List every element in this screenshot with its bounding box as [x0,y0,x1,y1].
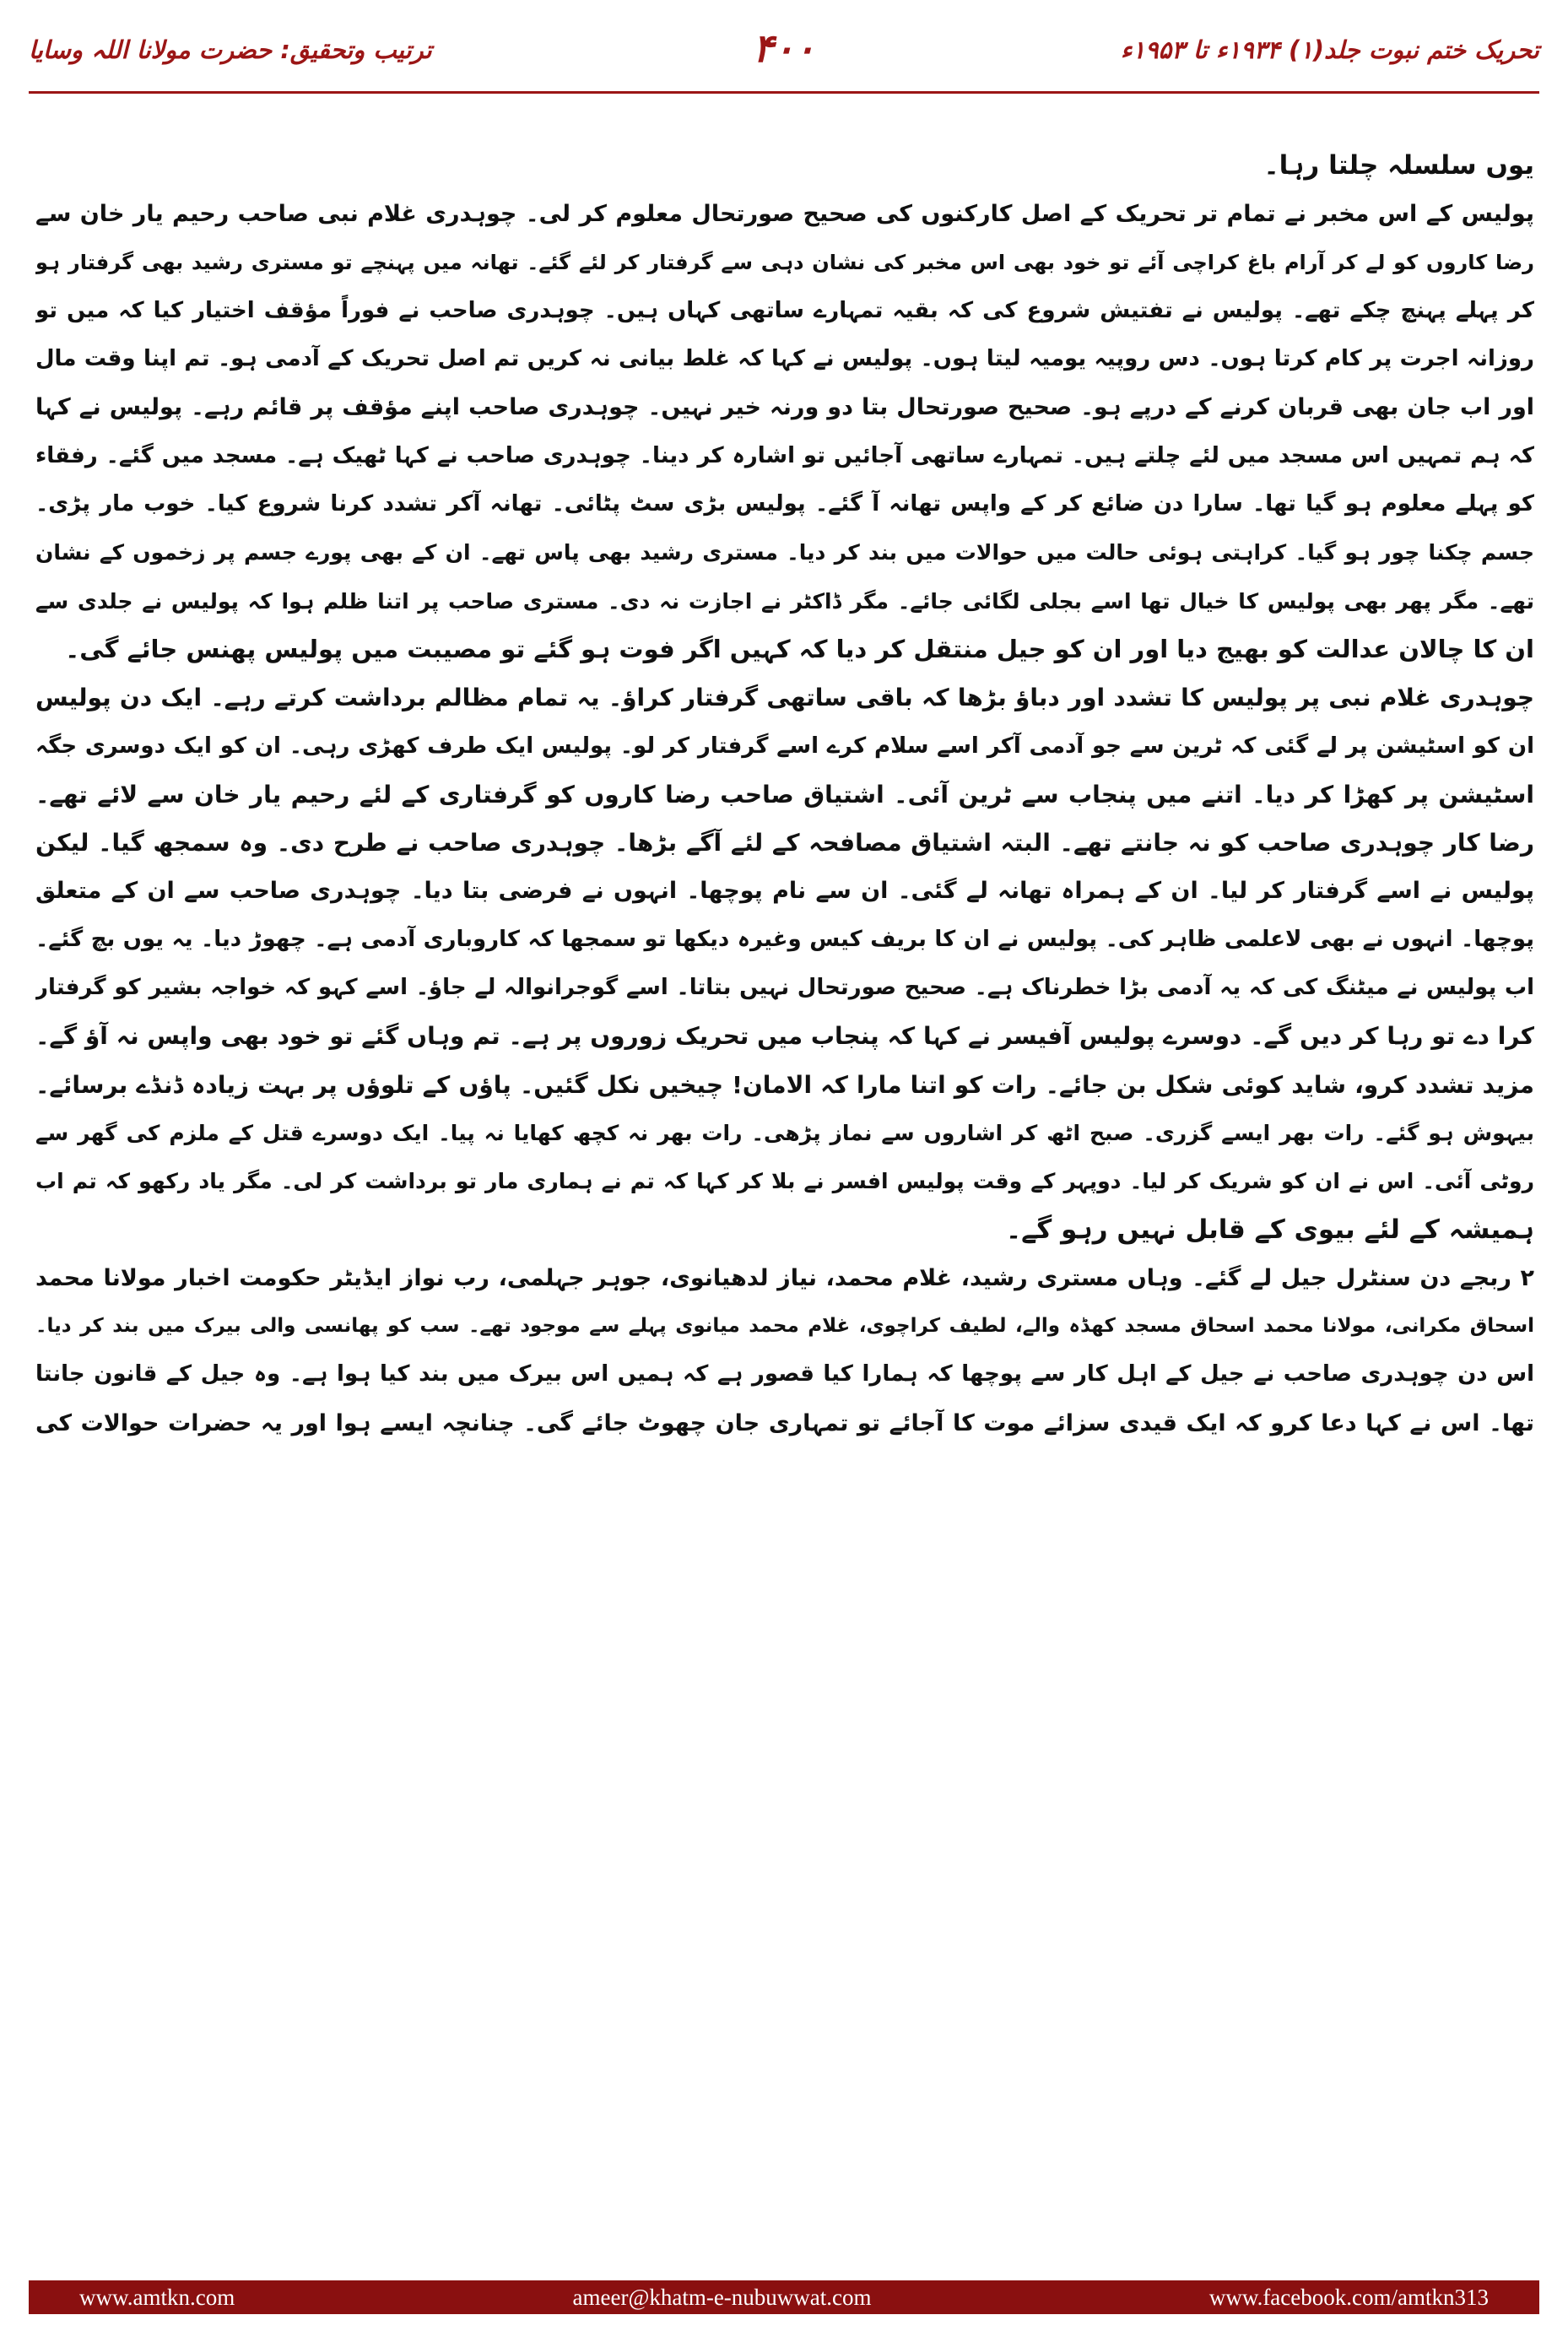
text-line: اسحاق مکرانی، مولانا محمد اسحاق مسجد کھڈہ والے، لطیف کراچوی، غلام محمد میانوی پہلے سے موجود تھے۔ سب کو پھانسی والی بیرک میں بند کر دیا۔ [35,1315,1534,1338]
page-number: ۴۰۰ [752,25,816,71]
text-line: کہ ہم تمہیں اس مسجد میں لئے چلتے ہیں۔ تمہارے ساتھی آجائیں تو اشارہ کر دینا۔ چوہدری صاحب نے کہا ٹھیک ہے۔ مسجد میں گئے۔ رفقاء [35,442,1534,468]
text-line: کرا دے تو رہا کر دیں گے۔ دوسرے پولیس آفیسر نے کہا کہ پنجاب میں تحریک زوروں پر ہے۔ تم وہاں گئے تو خود بھی واپس نہ آؤ گے۔ [35,1022,1534,1051]
text-line: تھا۔ اس نے کہا دعا کرو کہ ایک قیدی سزائے موت کا آجائے تو تمہاری جان چھوٹ جائے گی۔ چنانچہ ایسے ہوا اور یہ حضرات حوالات کی [35,1409,1534,1436]
text-line: اور اب جان بھی قربان کرنے کے درپے ہو۔ صحیح صورتحال بتا دو ورنہ خیر نہیں۔ چوہدری صاحب اپنے مؤقف پر قائم رہے۔ پولیس نے کہا [35,394,1534,421]
text-line: ان کو اسٹیشن پر لے گئی کہ ٹرین سے جو آدمی آکر اسے سلام کرے اسے گرفتار کر لو۔ پولیس ایک طرف کھڑی رہی۔ ان کو ایک دوسری جگہ [35,733,1534,759]
text-line: پولیس کے اس مخبر نے تمام تر تحریک کے اصل کارکنوں کی صحیح صورتحال معلوم کر لی۔ چوہدری غلام نبی صاحب رحیم یار خان سے [35,201,1534,228]
website-link[interactable]: www.amtkn.com [79,2284,235,2310]
book-title: تحریک ختم نبوت جلد(۱) ۱۹۳۴ء تا ۱۹۵۳ء [1120,35,1539,64]
header-divider [29,91,1539,94]
text-line: جسم چکنا چور ہو گیا۔ کراہتی ہوئی حالت میں حوالات میں بند کر دیا۔ مستری رشید بھی پاس تھے۔ ان کے بھی پورے جسم پر زخموں کے نشان [35,540,1534,565]
text-line: اس دن چوہدری صاحب نے جیل کے اہل کار سے پوچھا کہ ہمارا کیا قصور ہے کہ ہمیں اس بیرک میں بند کیا ہوا ہے۔ وہ جیل کے قانون جانتا [35,1361,1534,1387]
email-link[interactable]: ameer@khatm-e-nubuwwat.com [572,2284,872,2310]
text-line: پولیس نے اسے گرفتار کر لیا۔ ان کے ہمراہ تھانہ لے گئی۔ ان سے نام پوچھا۔ انہوں نے فرضی بتا دیا۔ چوہدری صاحب سے ان کے متعلق [35,878,1534,905]
text-line: رضا کاروں کو لے کر آرام باغ کراچی آئے تو خود بھی اس مخبر کی نشان دہی سے گرفتار کر لئے گئے۔ تھانہ میں پہنچے تو مستری رشید بھی گرفتار ہو [35,250,1534,274]
text-line: ہمیشہ کے لئے بیوی کے قابل نہیں رہو گے۔ [1005,1214,1534,1245]
body-text [35,142,1534,1447]
text-line: یوں سلسلہ چلتا رہا۔ [1263,150,1534,181]
text-line: بیہوش ہو گئے۔ رات بھر ایسے گزری۔ صبح اٹھ کر اشاروں سے نماز پڑھی۔ رات بھر نہ کچھ کھایا نہ پیا۔ ایک دوسرے قتل کے ملزم کی گھر سے [35,1120,1534,1145]
text-line: تھے۔ مگر پھر بھی پولیس کا خیال تھا اسے بجلی لگائی جائے۔ مگر ڈاکٹر نے اجازت نہ دی۔ مستری صاحب پر اتنا ظلم ہوا کہ پولیس نے جلدی سے [35,588,1534,614]
text-line: ۲ ربجے دن سنٹرل جیل لے گئے۔ وہاں مستری رشید، غلام محمد، نیاز لدھیانوی، جوہر جہلمی، رب نواز ایڈیٹر حکومت اخبار مولانا محمد [35,1264,1534,1291]
text-line: پوچھا۔ انہوں نے بھی لاعلمی ظاہر کی۔ پولیس نے ان کا بریف کیس وغیرہ دیکھا تو سمجھا کہ کاروباری آدمی ہے۔ چھوڑ دیا۔ یہ یوں بچ گئے۔ [35,926,1534,952]
text-line: کر پہلے پہنچ چکے تھے۔ پولیس نے تفتیش شروع کی کہ بقیہ تمہارے ساتھی کہاں ہیں۔ چوہدری صاحب نے فوراً مؤقف اختیار کیا کہ میں تو [35,297,1534,323]
footer-bar [29,2280,1539,2314]
text-line: روزانہ اجرت پر کام کرتا ہوں۔ دس روپیہ یومیہ لیتا ہوں۔ پولیس نے کہا کہ غلط بیانی نہ کریں تم اصل تحریک کے آدمی ہو۔ تم اپنا وقت مال [35,346,1534,372]
facebook-link[interactable]: www.facebook.com/amtkn313 [1208,2284,1489,2310]
text-line: چوہدری غلام نبی پر پولیس کا تشدد اور دباؤ بڑھا کہ باقی ساتھی گرفتار کراؤ۔ یہ تمام مظالم برداشت کرتے رہے۔ ایک دن پولیس [35,684,1534,712]
text-line: ان کا چالان عدالت کو بھیج دیا اور ان کو جیل منتقل کر دیا کہ کہیں اگر فوت ہو گئے تو مصیبت میں پولیس پھنس جائے گی۔ [65,634,1534,663]
text-line: اسٹیشن پر کھڑا کر دیا۔ اتنے میں پنجاب سے ٹرین آئی۔ اشتیاق صاحب رضا کاروں کو گرفتاری کے لئے رحیم یار خان سے لائے تھے۔ [35,780,1534,809]
page-header [29,25,1539,93]
text-line: کو پہلے معلوم ہو گیا تھا۔ سارا دن ضائع کر کے واپس تھانہ آ گئے۔ پولیس بڑی سٹ پٹائی۔ تھانہ آکر تشدد کرنا شروع کیا۔ خوب مار پڑی۔ [35,491,1534,517]
text-line: اب پولیس نے میٹنگ کی کہ یہ آدمی بڑا خطرناک ہے۔ صحیح صورتحال نہیں بتاتا۔ اسے گوجرانوالہ لے جاؤ۔ اسے کہو کہ خواجہ بشیر کو گرفتار [35,975,1534,1001]
text-line: رضا کار چوہدری صاحب کو نہ جانتے تھے۔ البتہ اشتیاق مصافحہ کے لئے آگے بڑھا۔ چوہدری صاحب نے طرح دی۔ وہ سمجھ گیا۔ لیکن [35,829,1534,857]
text-line: روٹی آئی۔ اس نے ان کو شریک کر لیا۔ دوپہر کے وقت پولیس افسر نے بلا کر کہا کہ تم نے ہماری مار تو برداشت کر لی۔ مگر یاد رکھو کہ تم اب [35,1169,1534,1194]
compiler-credit: ترتیب وتحقیق: حضرت مولانا اللہ وسایا [29,35,432,64]
text-line: مزید تشدد کرو، شاید کوئی شکل بن جائے۔ رات کو اتنا مارا کہ الامان! چیخیں نکل گئیں۔ پاؤں کے تلوؤں پر بہت زیادہ ڈنڈے برسائے۔ [35,1070,1534,1099]
